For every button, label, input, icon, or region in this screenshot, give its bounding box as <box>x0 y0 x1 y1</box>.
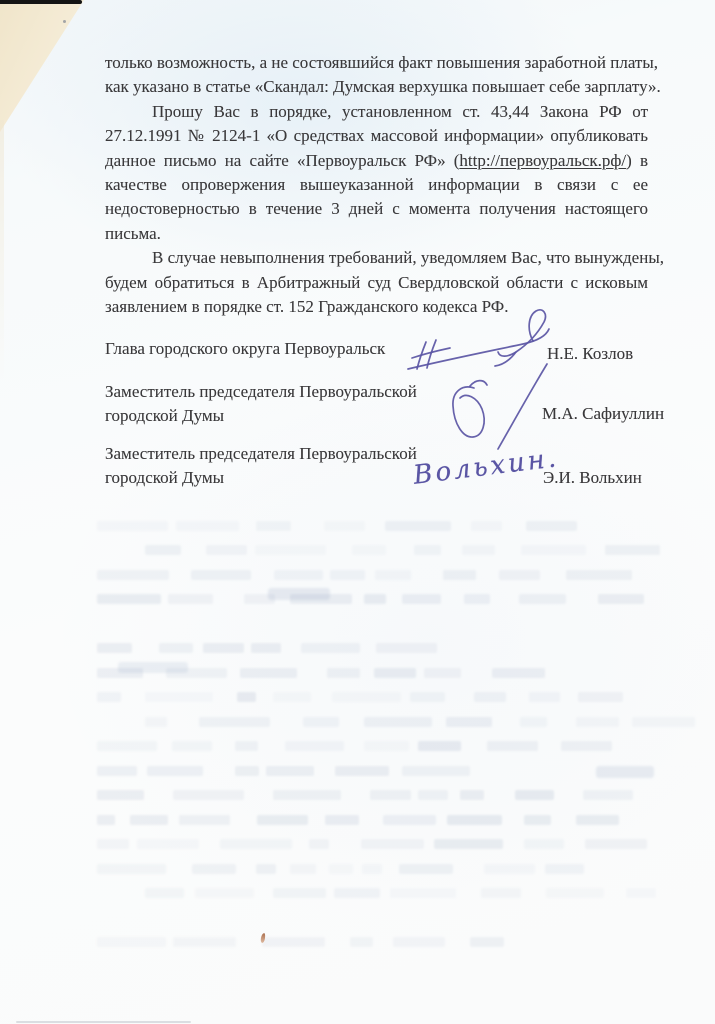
bleedthrough-mark <box>393 937 445 947</box>
bleedthrough-mark <box>334 888 380 898</box>
bleedthrough-row <box>97 741 634 752</box>
bleedthrough-mark <box>274 570 322 580</box>
document-line: недостоверностью в течение 3 дней с момента получения настоящего <box>105 199 648 219</box>
document-line: заявлением в порядке ст. 152 Гражданского кодекса РФ. <box>105 296 509 316</box>
bleedthrough-mark <box>418 790 447 800</box>
bleedthrough-mark <box>303 717 339 727</box>
bleedthrough-mark <box>240 668 297 678</box>
bleedthrough-mark <box>145 717 167 727</box>
bleedthrough-mark <box>172 741 212 751</box>
document-line: Прошу Вас в порядке, установленном ст. 43,44 Закона РФ от <box>152 101 648 121</box>
bleedthrough-mark <box>390 888 456 898</box>
bleedthrough-mark <box>460 790 484 800</box>
signatory-title: городской Думы <box>105 405 225 425</box>
bleedthrough-mark <box>97 521 168 531</box>
bleedthrough-mark <box>520 717 547 727</box>
bleedthrough-mark <box>561 741 612 751</box>
bleedthrough-mark <box>464 594 489 604</box>
bleedthrough-mark <box>414 545 441 555</box>
bleedthrough-mark <box>145 692 213 702</box>
bleedthrough-mark <box>471 521 502 531</box>
bleedthrough-mark <box>330 570 365 580</box>
bleedthrough-mark <box>385 521 451 531</box>
bleedthrough-mark <box>374 668 415 678</box>
bleedthrough-mark <box>447 815 503 825</box>
document-line: В случае невыполнения требований, уведомляем Вас, что вынуждены, <box>152 248 664 268</box>
bleedthrough-mark <box>97 741 157 751</box>
bleedthrough-row <box>97 937 529 948</box>
bleedthrough-mark <box>199 717 270 727</box>
bleedthrough-mark <box>375 570 411 580</box>
bleedthrough-mark <box>470 937 504 947</box>
bleedthrough-mark <box>329 864 353 874</box>
bleedthrough-mark <box>410 692 445 702</box>
document-line: 27.12.1991 № 2124-1 «О средствах массовой информации» опубликовать <box>105 126 648 146</box>
bleedthrough-mark <box>364 594 386 604</box>
bleedthrough-mark <box>596 766 654 778</box>
bleedthrough-mark <box>255 545 327 555</box>
bleedthrough-mark <box>327 668 360 678</box>
bleedthrough-mark <box>256 521 292 531</box>
bleedthrough-mark <box>443 570 475 580</box>
document-line: будем обратиться в Арбитражный суд Свердловской области с исковым <box>105 272 648 292</box>
document-line: качестве опровержения вышеуказанной информации в связи с ее <box>105 174 648 194</box>
bleedthrough-row <box>145 717 715 728</box>
bleedthrough-mark <box>266 766 314 776</box>
bleedthrough-mark <box>332 692 401 702</box>
bleedthrough-mark <box>462 545 495 555</box>
bleedthrough-mark <box>262 937 325 947</box>
bleedthrough-mark <box>137 839 199 849</box>
bleedthrough-mark <box>546 888 604 898</box>
bleedthrough-mark <box>598 594 644 604</box>
bleedthrough-mark <box>370 790 411 800</box>
signatory-title: Заместитель председателя Первоуральской <box>105 444 417 463</box>
bleedthrough-mark <box>97 864 166 874</box>
bleedthrough-mark <box>173 790 244 800</box>
bleedthrough-mark <box>402 766 470 776</box>
bleedthrough-mark <box>335 766 389 776</box>
bleedthrough-mark <box>145 888 184 898</box>
bleedthrough-mark <box>145 545 181 555</box>
signatory-name: Э.И. Вольхин <box>543 468 642 487</box>
bleedthrough-mark <box>576 815 618 825</box>
bleedthrough-mark <box>97 643 132 653</box>
bleedthrough-row <box>145 545 671 556</box>
bleedthrough-mark <box>191 570 251 580</box>
bleedthrough-mark <box>285 741 344 751</box>
signatory-title: городской Думы <box>105 467 225 487</box>
bleedthrough-mark <box>446 717 492 727</box>
bleedthrough-mark <box>257 815 308 825</box>
bleedthrough-mark <box>130 815 168 825</box>
bleedthrough-mark <box>235 766 258 776</box>
bleedthrough-row <box>97 570 650 581</box>
bleedthrough-mark <box>176 521 238 531</box>
bleedthrough-row <box>97 864 608 875</box>
bleedthrough-mark <box>268 588 330 600</box>
bleedthrough-mark <box>626 888 657 898</box>
bleedthrough-mark <box>251 643 281 653</box>
scan-bottom-artifact <box>16 1021 191 1023</box>
bleedthrough-mark <box>566 570 632 580</box>
bleedthrough-mark <box>484 864 536 874</box>
bleedthrough-mark <box>179 815 230 825</box>
bleedthrough-mark <box>147 766 204 776</box>
bleedthrough-mark <box>434 839 503 849</box>
bleedthrough-mark <box>352 545 387 555</box>
bleedthrough-row <box>97 521 607 532</box>
bleedthrough-mark <box>192 864 236 874</box>
bleedthrough-row <box>97 594 654 605</box>
bleedthrough-mark <box>256 864 276 874</box>
bleedthrough-mark <box>290 864 317 874</box>
bleedthrough-mark <box>97 692 121 702</box>
bleedthrough-mark <box>632 717 695 727</box>
bleedthrough-mark <box>424 668 460 678</box>
bleedthrough-mark <box>220 839 292 849</box>
bleedthrough-mark <box>237 692 255 702</box>
bleedthrough-mark <box>159 643 193 653</box>
signatory-name: М.А. Сафиуллин <box>542 404 665 423</box>
bleedthrough-mark <box>97 570 169 580</box>
bleedthrough-mark <box>515 790 554 800</box>
bleedthrough-mark <box>97 766 137 776</box>
bleedthrough-mark <box>325 815 359 825</box>
document-line: письма. <box>105 223 161 243</box>
bleedthrough-mark <box>605 545 660 555</box>
bleedthrough-mark <box>519 594 565 604</box>
bleedthrough-mark <box>399 864 454 874</box>
bleedthrough-mark <box>526 521 577 531</box>
bleedthrough-mark <box>545 864 584 874</box>
letter-body <box>105 51 664 319</box>
bleedthrough-mark <box>585 839 647 849</box>
bleedthrough-mark <box>524 839 564 849</box>
bleedthrough-mark <box>173 937 236 947</box>
site-link: http://первоуральск.рф/ <box>459 150 627 170</box>
bleedthrough-mark <box>301 643 360 653</box>
bleedthrough-mark <box>492 668 545 678</box>
bleedthrough-mark <box>364 741 409 751</box>
bleedthrough-mark <box>203 643 244 653</box>
volkhin-signature-script: Вольхин. <box>411 443 561 491</box>
bleedthrough-mark <box>235 741 258 751</box>
bleedthrough-mark <box>529 692 561 702</box>
signatory-name: Н.Е. Козлов <box>547 344 634 363</box>
bleedthrough-row <box>97 643 448 654</box>
bleedthrough-mark <box>168 594 212 604</box>
signatory-title: Глава городского округа Первоуральск <box>105 339 386 358</box>
bleedthrough-row <box>97 815 648 826</box>
bleedthrough-mark <box>206 545 248 555</box>
document-line: только возможность, а не состоявшийся факт повышения заработной платы, <box>105 53 659 72</box>
bleedthrough-mark <box>474 692 506 702</box>
bleedthrough-mark <box>97 790 144 800</box>
bleedthrough-mark <box>324 521 365 531</box>
bleedthrough-row <box>97 839 670 850</box>
bleedthrough-mark <box>402 594 441 604</box>
bleedthrough-mark <box>350 937 373 947</box>
bleedthrough-row <box>145 888 685 899</box>
bleedthrough-mark <box>481 888 520 898</box>
signatory-title: Заместитель председателя Первоуральской <box>105 382 417 401</box>
bleedthrough-mark <box>583 790 632 800</box>
bleedthrough-mark <box>521 545 586 555</box>
bleedthrough-mark <box>118 662 188 673</box>
bleedthrough-mark <box>361 839 424 849</box>
bleedthrough-mark <box>576 717 619 727</box>
bleedthrough-mark <box>578 692 624 702</box>
bleedthrough-mark <box>376 643 438 653</box>
bleedthrough-mark <box>97 815 115 825</box>
bleedthrough-mark <box>524 815 550 825</box>
bleedthrough-row <box>97 692 635 703</box>
bleedthrough-mark <box>362 864 382 874</box>
bleedthrough-row <box>97 790 664 801</box>
bleedthrough-mark <box>499 570 540 580</box>
bleedthrough-mark <box>487 741 539 751</box>
bleedthrough-mark <box>364 717 432 727</box>
bleedthrough-mark <box>97 594 161 604</box>
bleedthrough-mark <box>273 888 325 898</box>
bleedthrough-mark <box>383 815 436 825</box>
document-line: как указано в статье «Скандал: Думская верхушка повышает себе зарплату». <box>105 77 661 97</box>
bleedthrough-mark <box>195 888 254 898</box>
bleedthrough-mark <box>273 692 311 702</box>
document-line: данное письмо на сайте «Первоуральск РФ» (http://первоуральск.рф/) в <box>105 150 648 170</box>
bleedthrough-mark <box>418 741 461 751</box>
bleedthrough-mark <box>97 839 129 849</box>
bleedthrough-mark <box>97 937 166 947</box>
bleedthrough-mark <box>309 839 328 849</box>
bleedthrough-mark <box>273 790 341 800</box>
bleedthrough-row <box>97 766 480 777</box>
